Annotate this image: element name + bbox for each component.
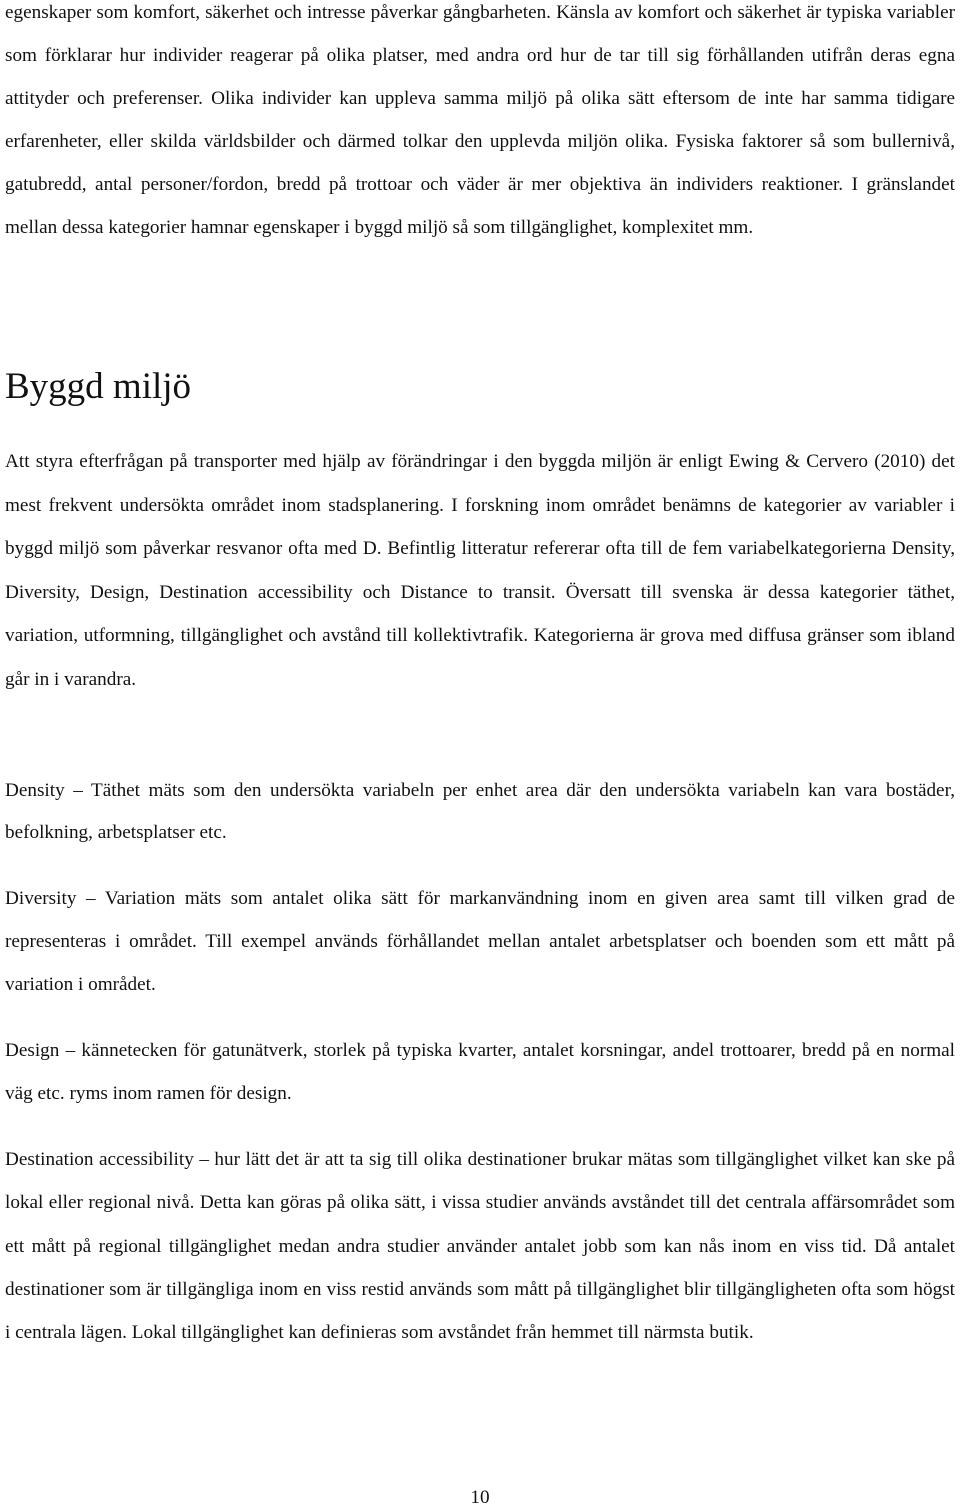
intro-paragraph: egenskaper som komfort, säkerhet och intresse påverkar gångbarheten. Känsla av komfort och säkerhet är typiska variabler som förklarar hur individer reagerar på olika platser, med andra ord hur de tar till sig förhållanden utifrån deras egna attityder och preferenser. Olika individer kan uppleva samma miljö på olika sätt eftersom de inte har samma tidigare erfarenheter, eller skilda världsbilder och därmed tolkar den upplevda miljön olika. Fysiska faktorer så som bullernivå, gatubredd, antal personer/fordon, bredd på trottoar och väder är mer objektiva än individers reaktioner. I gränslandet mellan dessa kategorier hamnar egenskaper i byggd miljö så som tillgänglighet, komplexitet mm. [5, 2, 955, 238]
paragraph-built-environment: Att styra efterfrågan på transporter med hjälp av förändringar i den byggda miljön är enligt Ewing & Cervero (2010) det mest frekvent undersökta området inom stadsplanering. I forskning inom området benämns de kategorier av variabler i byggd miljö som påverkar resvanor ofta med D. Befintlig litteratur refererar ofta till de fem variabelkategorierna Density, Diversity, Design, Destination accessibility och Distance to transit. Översatt till svenska är dessa kategorier täthet, variation, utformning, tillgänglighet och avstånd till kollektivtrafik. Kategorierna är grova med diffusa gränser som ibland går in i varandra. [5, 451, 955, 690]
section-heading: Byggd miljö [5, 366, 192, 407]
paragraph-destination-accessibility: Destination accessibility – hur lätt det är att ta sig till olika destinationer brukar mätas som tillgänglighet vilket kan ske på lokal eller regional nivå. Detta kan göras på olika sätt, i vissa studier används avståndet till det centrala affärsområdet som ett mått på regional tillgänglighet medan andra studier använder antalet jobb som kan nås inom en viss tid. Då antalet destinationer som är tillgängliga inom en viss restid används som mått på tillgänglighet blir tillgängligheten ofta som högst i centrala lägen. Lokal tillgänglighet kan definieras som avståndet från hemmet till närmsta butik. [5, 1149, 955, 1344]
page-number: 10 [470, 1487, 490, 1508]
paragraph-diversity: Diversity – Variation mäts som antalet olika sätt för markanvändning inom en given area samt till vilken grad de representeras i området. Till exempel används förhållandet mellan antalet arbetsplatser och boenden som ett mått på variation i området. [5, 888, 955, 995]
paragraph-density: Density – Täthet mäts som den undersökta variabeln per enhet area där den undersökta variabeln kan vara bostäder, befolkning, arbetsplatser etc. [5, 780, 955, 843]
paragraph-design: Design – kännetecken för gatunätverk, storlek på typiska kvarter, antalet korsningar, andel trottoarer, bredd på en normal väg etc. ryms inom ramen för design. [5, 1040, 955, 1104]
